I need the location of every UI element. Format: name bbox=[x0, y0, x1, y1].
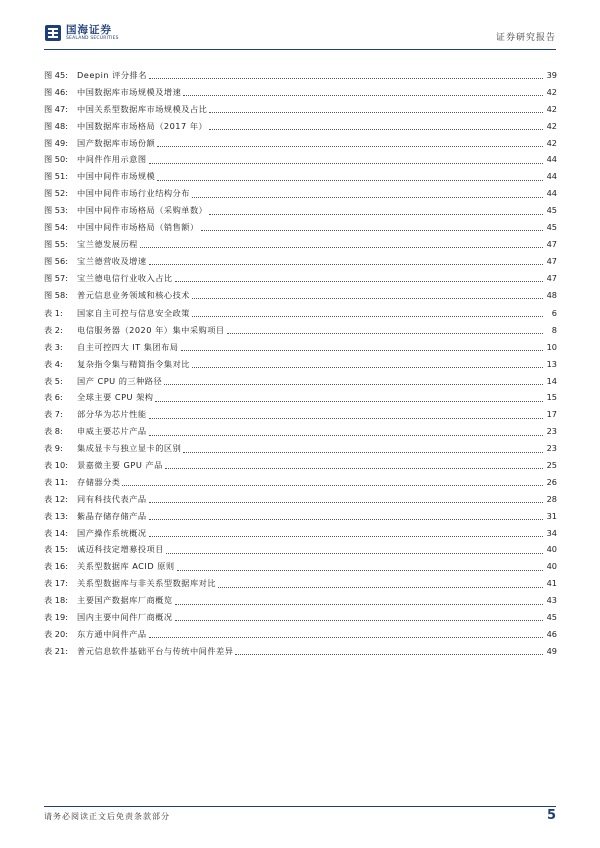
sealand-logo-icon bbox=[44, 24, 62, 42]
dot-leader bbox=[218, 586, 543, 588]
entry-title: 国产数据库市场份额 bbox=[77, 137, 156, 148]
table-entry[interactable] bbox=[44, 474, 557, 491]
entry-page-number: 47 bbox=[546, 238, 557, 249]
figure-entry[interactable] bbox=[44, 287, 557, 304]
entry-page-number: 40 bbox=[546, 544, 557, 555]
dot-leader bbox=[227, 332, 543, 334]
entry-label: 表 19: bbox=[44, 612, 68, 623]
entry-page-number: 31 bbox=[546, 510, 557, 521]
entry-title: 复杂指令集与精简指令集对比 bbox=[77, 358, 190, 369]
dot-leader bbox=[165, 467, 543, 469]
entry-title: 电信服务器（2020 年）集中采购项目 bbox=[77, 324, 225, 335]
entry-page-number: 42 bbox=[546, 137, 557, 148]
table-entry[interactable] bbox=[44, 356, 557, 373]
company-logo bbox=[44, 24, 119, 42]
dot-leader bbox=[175, 619, 543, 621]
entry-title: 国内主要中间件厂商概况 bbox=[77, 612, 173, 623]
entry-label: 图 45: bbox=[44, 70, 68, 80]
entry-label: 图 50: bbox=[44, 154, 68, 165]
entry-title: 部分华为芯片性能 bbox=[77, 409, 147, 420]
entry-page-number: 43 bbox=[546, 595, 557, 606]
dot-leader bbox=[183, 94, 543, 96]
dot-leader bbox=[149, 501, 543, 503]
entry-page-number: 23 bbox=[546, 443, 557, 454]
table-entry[interactable] bbox=[44, 558, 557, 575]
entry-label: 表 3: bbox=[44, 341, 63, 352]
entry-title: Deepin 评分排名 bbox=[77, 70, 147, 80]
entry-title: 中国中间件市场格局（采购单数） bbox=[77, 205, 208, 216]
entry-title: 主要国产数据库厂商概览 bbox=[77, 595, 173, 606]
entry-title: 国家自主可控与信息安全政策 bbox=[77, 308, 190, 318]
dot-leader bbox=[209, 128, 543, 130]
entry-page-number: 44 bbox=[546, 154, 557, 165]
entry-page-number: 13 bbox=[546, 358, 557, 369]
entry-label: 图 51: bbox=[44, 171, 68, 182]
figure-list bbox=[44, 67, 557, 303]
entry-page-number: 45 bbox=[546, 222, 557, 233]
entry-page-number: 8 bbox=[551, 324, 557, 335]
figure-entry[interactable] bbox=[44, 202, 557, 219]
table-entry[interactable] bbox=[44, 440, 557, 457]
entry-title: 关系型数据库 ACID 原则 bbox=[77, 561, 175, 572]
entry-page-number: 14 bbox=[546, 375, 557, 386]
entry-label: 图 54: bbox=[44, 222, 68, 233]
entry-label: 表 18: bbox=[44, 595, 68, 606]
entry-title: 自主可控四大 IT 集团布局 bbox=[77, 341, 179, 352]
page-header bbox=[44, 24, 556, 48]
dot-leader bbox=[192, 366, 543, 368]
table-entry[interactable] bbox=[44, 305, 557, 322]
entry-title: 中国关系型数据库市场规模及占比 bbox=[77, 103, 208, 114]
dot-leader bbox=[192, 315, 543, 317]
table-entry[interactable] bbox=[44, 373, 557, 390]
entry-page-number: 28 bbox=[546, 493, 557, 504]
entry-title: 全球主要 CPU 架构 bbox=[77, 392, 154, 403]
dot-leader bbox=[201, 229, 543, 231]
dot-leader bbox=[192, 196, 543, 198]
entry-label: 图 58: bbox=[44, 289, 68, 300]
figure-entry[interactable] bbox=[44, 168, 557, 185]
entry-label: 表 11: bbox=[44, 476, 68, 487]
dot-leader bbox=[149, 636, 543, 638]
entry-page-number: 40 bbox=[546, 561, 557, 572]
dot-leader bbox=[209, 213, 543, 215]
entry-label: 表 5: bbox=[44, 375, 63, 386]
entry-label: 表 20: bbox=[44, 628, 68, 639]
dot-leader bbox=[149, 434, 543, 436]
entry-title: 集成显卡与独立显卡的区别 bbox=[77, 443, 182, 454]
table-entry[interactable] bbox=[44, 491, 557, 508]
dot-leader bbox=[235, 653, 543, 655]
entry-label: 表 4: bbox=[44, 358, 63, 369]
table-entry[interactable] bbox=[44, 643, 557, 660]
entry-title: 国产 CPU 的三种路径 bbox=[77, 375, 163, 386]
table-entry[interactable] bbox=[44, 626, 557, 643]
figure-entry[interactable] bbox=[44, 151, 557, 168]
entry-page-number: 47 bbox=[546, 272, 557, 283]
entry-page-number: 17 bbox=[546, 409, 557, 420]
figure-entry[interactable] bbox=[44, 236, 557, 253]
entry-label: 表 1: bbox=[44, 308, 63, 318]
entry-page-number: 26 bbox=[546, 476, 557, 487]
entry-page-number: 49 bbox=[546, 645, 557, 656]
dot-leader bbox=[164, 383, 543, 385]
entry-title: 宝兰德营收及增速 bbox=[77, 255, 147, 266]
table-entry[interactable] bbox=[44, 575, 557, 592]
table-list bbox=[44, 305, 557, 660]
entry-label: 图 55: bbox=[44, 238, 68, 249]
table-entry[interactable] bbox=[44, 508, 557, 525]
page-number: 5 bbox=[546, 808, 556, 823]
dot-leader bbox=[175, 603, 543, 605]
table-entry[interactable] bbox=[44, 609, 557, 626]
entry-title: 普元信息软件基础平台与传统中间件差异 bbox=[77, 645, 234, 656]
entry-label: 表 12: bbox=[44, 493, 68, 504]
entry-title: 关系型数据库与非关系型数据库对比 bbox=[77, 578, 217, 589]
entry-page-number: 23 bbox=[546, 426, 557, 437]
entry-label: 图 48: bbox=[44, 120, 68, 131]
figure-entry[interactable] bbox=[44, 135, 557, 152]
entry-title: 中国中间件市场格局（销售额） bbox=[77, 222, 199, 233]
dot-leader bbox=[183, 451, 543, 453]
entry-title: 中国数据库市场格局（2017 年） bbox=[77, 120, 208, 131]
entry-title: 宝兰德电信行业收入占比 bbox=[77, 272, 173, 283]
entry-title: 申威主要芯片产品 bbox=[77, 426, 147, 437]
figure-entry[interactable] bbox=[44, 270, 557, 287]
dot-leader bbox=[149, 77, 543, 79]
table-entry[interactable] bbox=[44, 322, 557, 339]
entry-title: 存储器分类 bbox=[77, 476, 121, 487]
entry-label: 表 13: bbox=[44, 510, 68, 521]
dot-leader bbox=[157, 145, 543, 147]
dot-leader bbox=[149, 535, 543, 537]
entry-page-number: 48 bbox=[546, 289, 557, 300]
table-index bbox=[44, 305, 557, 660]
entry-page-number: 25 bbox=[546, 460, 557, 471]
entry-label: 表 6: bbox=[44, 392, 63, 403]
entry-page-number: 47 bbox=[546, 255, 557, 266]
entry-label: 表 17: bbox=[44, 578, 68, 589]
entry-label: 表 21: bbox=[44, 645, 68, 656]
entry-title: 中间件作用示意图 bbox=[77, 154, 147, 165]
entry-label: 表 8: bbox=[44, 426, 63, 437]
dot-leader bbox=[149, 263, 543, 265]
table-entry[interactable] bbox=[44, 525, 557, 542]
entry-label: 图 57: bbox=[44, 272, 68, 283]
entry-title: 东方通中间件产品 bbox=[77, 628, 147, 639]
entry-label: 图 52: bbox=[44, 188, 68, 199]
table-entry[interactable] bbox=[44, 592, 557, 609]
entry-label: 表 15: bbox=[44, 544, 68, 555]
entry-page-number: 44 bbox=[546, 188, 557, 199]
entry-page-number: 39 bbox=[546, 70, 557, 80]
entry-label: 图 46: bbox=[44, 86, 68, 97]
entry-label: 表 10: bbox=[44, 460, 68, 471]
entry-label: 表 14: bbox=[44, 527, 68, 538]
figure-entry[interactable] bbox=[44, 253, 557, 270]
figure-index bbox=[44, 67, 557, 303]
disclaimer-note: 请务必阅读正文后免责条款部分 bbox=[44, 812, 170, 821]
entry-label: 图 47: bbox=[44, 103, 68, 114]
entry-label: 表 7: bbox=[44, 409, 63, 420]
entry-title: 中国数据库市场规模及增速 bbox=[77, 86, 182, 97]
dot-leader bbox=[166, 552, 543, 554]
entry-label: 图 49: bbox=[44, 137, 68, 148]
footer-divider bbox=[44, 806, 556, 807]
table-entry[interactable] bbox=[44, 339, 557, 356]
entry-page-number: 45 bbox=[546, 205, 557, 216]
dot-leader bbox=[149, 417, 543, 419]
entry-label: 图 53: bbox=[44, 205, 68, 216]
entry-page-number: 44 bbox=[546, 171, 557, 182]
figure-entry[interactable] bbox=[44, 84, 557, 101]
dot-leader bbox=[149, 518, 543, 520]
entry-label: 图 56: bbox=[44, 255, 68, 266]
dot-leader bbox=[175, 280, 543, 282]
entry-page-number: 42 bbox=[546, 86, 557, 97]
table-entry[interactable] bbox=[44, 541, 557, 558]
entry-page-number: 45 bbox=[546, 612, 557, 623]
entry-label: 表 16: bbox=[44, 561, 68, 572]
dot-leader bbox=[149, 162, 543, 164]
entry-title: 诚迈科技定增募投项目 bbox=[77, 544, 164, 555]
dot-leader bbox=[209, 111, 543, 113]
table-entry[interactable] bbox=[44, 457, 557, 474]
entry-page-number: 15 bbox=[546, 392, 557, 403]
entry-title: 景嘉微主要 GPU 产品 bbox=[77, 460, 163, 471]
figure-entry[interactable] bbox=[44, 101, 557, 118]
entry-page-number: 6 bbox=[551, 308, 557, 318]
entry-title: 宝兰德发展历程 bbox=[77, 238, 138, 249]
entry-page-number: 42 bbox=[546, 120, 557, 131]
dot-leader bbox=[181, 349, 544, 351]
figure-entry[interactable] bbox=[44, 185, 557, 202]
figure-entry[interactable] bbox=[44, 118, 557, 135]
entry-label: 表 9: bbox=[44, 443, 63, 454]
entry-page-number: 46 bbox=[546, 628, 557, 639]
logo-chinese-name: 国海证券 bbox=[66, 24, 112, 36]
entry-title: 中国中间件市场行业结构分布 bbox=[77, 188, 190, 199]
entry-title: 国产操作系统概况 bbox=[77, 527, 147, 538]
entry-title: 紫晶存储存储产品 bbox=[77, 510, 147, 521]
dot-leader bbox=[177, 569, 543, 571]
dot-leader bbox=[192, 297, 543, 299]
figure-entry[interactable] bbox=[44, 67, 557, 84]
entry-page-number: 34 bbox=[546, 527, 557, 538]
entry-label: 表 2: bbox=[44, 324, 63, 335]
entry-title: 同有科技代表产品 bbox=[77, 493, 147, 504]
table-entry[interactable] bbox=[44, 406, 557, 423]
dot-leader bbox=[140, 246, 543, 248]
table-entry[interactable] bbox=[44, 389, 557, 406]
figure-entry[interactable] bbox=[44, 219, 557, 236]
table-entry[interactable] bbox=[44, 423, 557, 440]
document-type: 证券研究报告 bbox=[495, 33, 556, 43]
entry-page-number: 42 bbox=[546, 103, 557, 114]
entry-page-number: 10 bbox=[546, 341, 557, 352]
entry-title: 中国中间件市场规模 bbox=[77, 171, 156, 182]
dot-leader bbox=[122, 484, 543, 486]
dot-leader bbox=[155, 400, 543, 402]
header-divider bbox=[44, 49, 556, 50]
dot-leader bbox=[157, 179, 543, 181]
logo-english-name: SEALAND SECURITIES bbox=[66, 36, 119, 41]
entry-page-number: 41 bbox=[546, 578, 557, 589]
entry-title: 普元信息业务领域和核心技术 bbox=[77, 289, 190, 300]
